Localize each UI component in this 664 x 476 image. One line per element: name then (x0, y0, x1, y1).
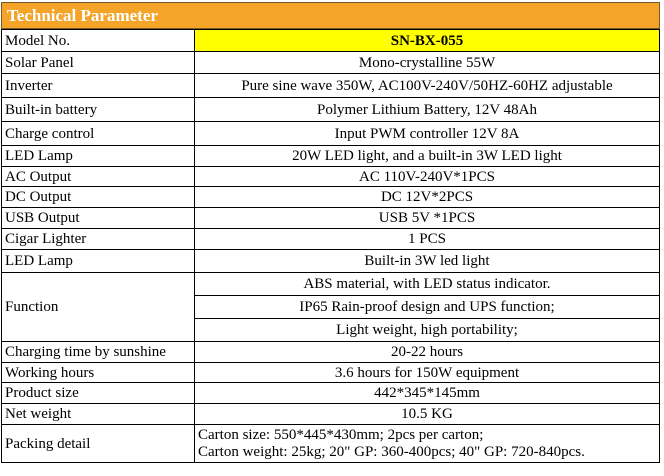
function-cell (195, 273, 660, 342)
table-row (2, 98, 660, 122)
row-value: Mono-crystalline 55W (195, 52, 660, 74)
row-value: 1 PCS (195, 229, 660, 250)
row-label: Inverter (2, 74, 195, 98)
table-row (2, 208, 660, 229)
table-row (2, 167, 660, 187)
row-value: AC 110V-240V*1PCS (195, 167, 660, 187)
table-row (2, 52, 660, 74)
function-line: Light weight, high portability; (336, 322, 518, 338)
table-row (2, 250, 660, 273)
table-row-function (2, 273, 660, 342)
table-row (2, 74, 660, 98)
row-label: Solar Panel (2, 52, 195, 74)
row-label: Built-in battery (2, 98, 195, 122)
row-label: Working hours (2, 363, 195, 383)
row-value: DC 12V*2PCS (195, 187, 660, 208)
parameter-table (1, 29, 660, 463)
row-label: Product size (2, 383, 195, 404)
function-line: ABS material, with LED status indicator. (195, 273, 659, 296)
row-value: SN-BX-055 (195, 30, 660, 52)
packing-cell (195, 425, 660, 463)
sheet-title: Technical Parameter (1, 2, 660, 29)
row-value: Built-in 3W led light (195, 250, 660, 273)
row-label: USB Output (2, 208, 195, 229)
table-row (2, 342, 660, 363)
table-row (2, 30, 660, 52)
packing-line: Carton weight: 25kg; 20" GP: 360-400pcs; 40" GP: 720-840pcs. (198, 443, 585, 460)
row-value: Input PWM controller 12V 8A (195, 122, 660, 146)
table-row (2, 404, 660, 425)
row-label: Charging time by sunshine (2, 342, 195, 363)
table-row-packing (2, 425, 660, 463)
row-value: 442*345*145mm (195, 383, 660, 404)
table-row (2, 122, 660, 146)
row-label: LED Lamp (2, 146, 195, 167)
row-value: Pure sine wave 350W, AC100V-240V/50HZ-60HZ adjustable (195, 74, 660, 98)
row-value: 20W LED light, and a built-in 3W LED light (195, 146, 660, 167)
table-row (2, 146, 660, 167)
row-label: Charge control (2, 122, 195, 146)
row-value: 20-22 hours (195, 342, 660, 363)
row-value: 10.5 KG (195, 404, 660, 425)
technical-parameter-sheet (1, 2, 660, 463)
row-value: 3.6 hours for 150W equipment (195, 363, 660, 383)
table-row (2, 229, 660, 250)
row-label: Cigar Lighter (2, 229, 195, 250)
table-row (2, 383, 660, 404)
table-row (2, 363, 660, 383)
row-label: AC Output (2, 167, 195, 187)
row-label: LED Lamp (2, 250, 195, 273)
row-label: Model No. (2, 30, 195, 52)
row-label: Packing detail (2, 425, 195, 463)
row-value: Polymer Lithium Battery, 12V 48Ah (195, 98, 660, 122)
row-label: DC Output (2, 187, 195, 208)
row-value: USB 5V *1PCS (195, 208, 660, 229)
row-label: Function (2, 273, 195, 342)
row-label: Net weight (2, 404, 195, 425)
packing-line: Carton size: 550*445*430mm; 2pcs per carton; (198, 426, 484, 443)
function-line: IP65 Rain-proof design and UPS function; (195, 296, 659, 319)
table-row (2, 187, 660, 208)
